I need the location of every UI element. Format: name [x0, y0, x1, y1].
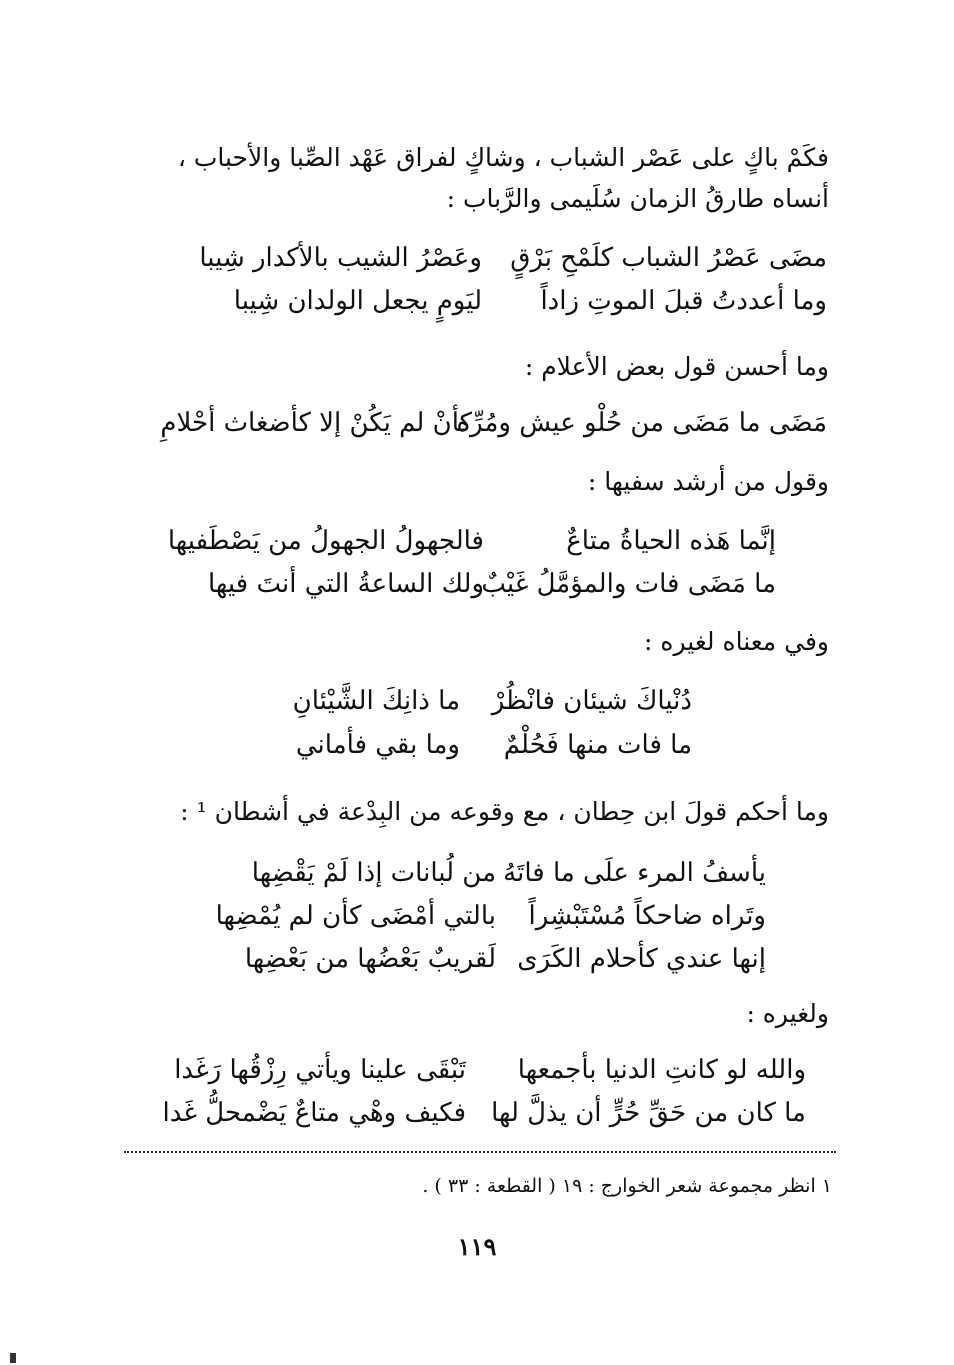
verse-line — [132, 405, 827, 441]
prose-paragraph-3: وقول من أرشد سفيها : — [587, 467, 829, 496]
verse-first-hemistich: إنَّما هَذه الحياةُ متاعٌ — [566, 526, 776, 556]
verse-second-hemistich: لَقريبٌ بَعْضُها من بَعْضِها — [244, 944, 496, 974]
verse-line — [177, 240, 827, 276]
verse-line — [184, 566, 776, 602]
verse-first-hemistich: ما مَضَى فات والمؤمَّلُ غَيْبٌ — [481, 569, 776, 599]
verse-first-hemistich: إنها عندي كأحلام الكَرَى — [517, 944, 766, 974]
verse-second-hemistich: ولك الساعةُ التي أنتَ فيها — [208, 569, 484, 599]
verse-line — [146, 1095, 806, 1131]
scan-mark — [10, 1353, 16, 1363]
verse-second-hemistich: ليَومٍ يجعل الولدان شِيبا — [233, 286, 482, 316]
prose-paragraph-4: وفي معناه لغيره : — [644, 627, 829, 656]
prose-paragraph-6: ولغيره : — [746, 999, 829, 1028]
verse-second-hemistich: ما ذانِكَ الشَّيْئانِ — [292, 686, 460, 716]
verse-first-hemistich: والله لو كانتِ الدنيا بأجمعها — [517, 1055, 806, 1085]
verse-second-hemistich: وما بقي فأماني — [295, 730, 460, 760]
verse-second-hemistich: من لُبانات إذا لَمْ يَقْضِها — [251, 858, 496, 888]
verse-first-hemistich: وما أعددتُ قبلَ الموتِ زاداً — [540, 286, 827, 316]
verse-second-hemistich: فكيف وهْي متاعٌ يَضْمحلُّ غَدا — [162, 1098, 466, 1128]
verse-second-hemistich: تَبْقَى علينا ويأتي رِزْقُها رَغَدا — [174, 1055, 466, 1085]
verse-first-hemistich: مضَى عَصْرُ الشباب كلَمْحِ بَرْقٍ — [510, 243, 827, 273]
verse-first-hemistich: ما فات منها فَحُلْمٌ — [503, 730, 692, 760]
verse-second-hemistich: كأنْ لم يَكُنْ إلا كأضغاث أحْلامِ — [160, 408, 472, 438]
verse-first-hemistich: يأسفُ المرء علَى ما فاتَهُ — [503, 858, 766, 888]
prose-paragraph-1-line-1: فكَمْ باكٍ على عَصْر الشباب ، وشاكٍ لفراق عَهْد الصِّبا والأحباب ، — [177, 143, 829, 172]
verse-first-hemistich: ما كان من حَقِّ حُرٍّ أن يذلَّ لها — [491, 1098, 806, 1128]
prose-paragraph-2: وما أحسن قول بعض الأعلام : — [524, 352, 829, 381]
footnote: ١ انظر مجموعة شعر الخوارج : ١٩ ( القطعة : ٣٣ ) . — [422, 1175, 832, 1197]
verse-line — [206, 898, 766, 934]
verse-first-hemistich: مَضَى ما مَضَى من حُلْو عيش ومُرِّه — [456, 408, 827, 438]
verse-second-hemistich: وعَصْرُ الشيب بالأكدار شِيبا — [199, 243, 482, 273]
verse-line — [206, 941, 766, 977]
verse-second-hemistich: بالتي أمْضَى كأن لم يُمْضِها — [215, 901, 496, 931]
verse-line — [146, 1052, 806, 1088]
verse-line — [260, 683, 692, 719]
verse-line — [206, 855, 766, 891]
verse-second-hemistich: فالجهولُ الجهولُ من يَصْطَفيها — [167, 526, 484, 556]
prose-paragraph-1-line-2: أنساه طارقُ الزمان سُلَيمى والرَّباب : — [446, 184, 829, 213]
verse-first-hemistich: دُنْياكَ شيئان فانْظُرْ — [491, 686, 692, 716]
verse-line — [177, 283, 827, 319]
verse-line — [260, 727, 692, 763]
footnote-separator — [124, 1151, 836, 1153]
page-number: ١١٩ — [457, 1232, 497, 1261]
verse-first-hemistich: وتَراه ضاحكاً مُسْتَبْشِراً — [528, 901, 766, 931]
verse-line — [167, 523, 776, 559]
prose-paragraph-5: وما أحكم قولَ ابن حِطان ، مع وقوعه من البِدْعة في أشطان ¹ : — [180, 797, 829, 826]
